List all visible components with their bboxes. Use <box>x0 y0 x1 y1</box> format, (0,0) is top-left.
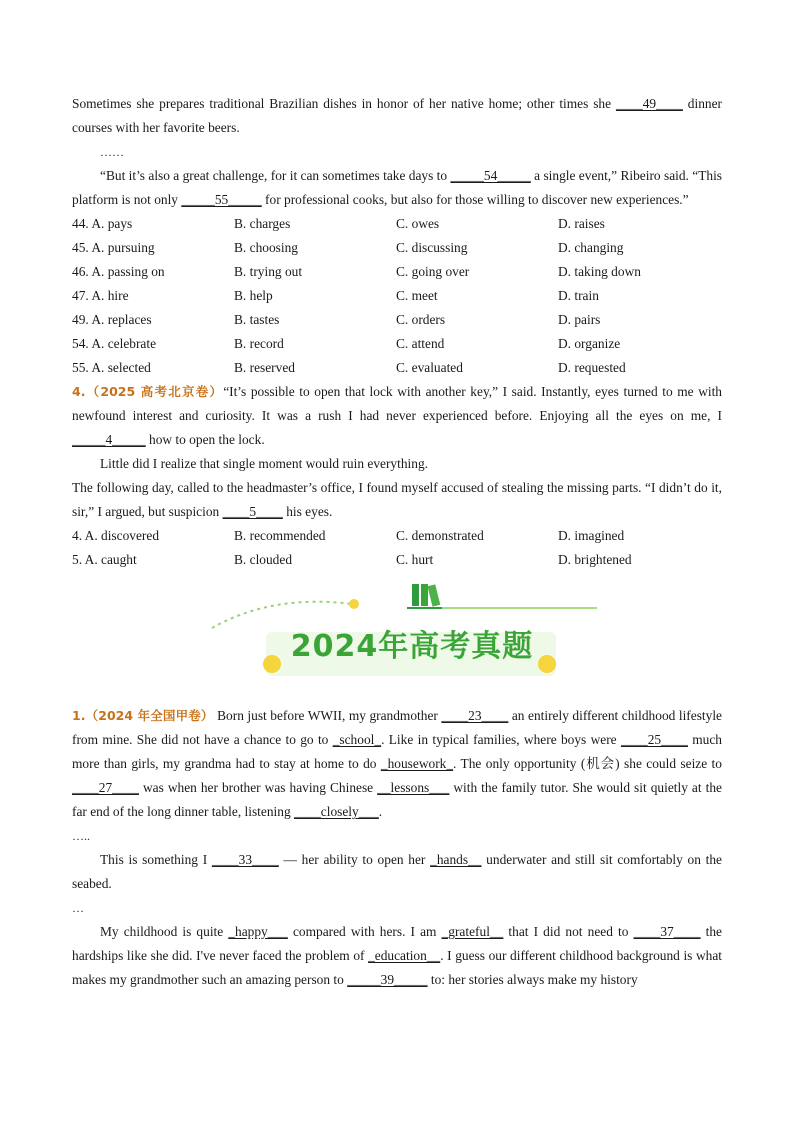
option-b: B. clouded <box>234 552 293 567</box>
option-b: B. reserved <box>234 360 295 375</box>
text: an entirely different childhood lifestyle from mine. She did not have a chance to go to <box>72 708 722 747</box>
option-d: D. train <box>558 288 599 303</box>
blank-5: ____5____ <box>222 504 283 519</box>
blank-37: ____37____ <box>633 924 701 939</box>
option-a: 4. A. discovered <box>72 528 160 543</box>
blank-49: ____49____ <box>615 96 683 111</box>
blank-54: _____54_____ <box>450 168 531 183</box>
option-a: 49. A. replaces <box>72 312 152 327</box>
option-a: 55. A. selected <box>72 360 151 375</box>
document-page <box>72 92 722 992</box>
option-row <box>72 260 722 284</box>
option-c: C. demonstrated <box>396 528 484 543</box>
text: dinner courses with her favorite beers. <box>72 96 722 135</box>
option-b: B. charges <box>234 216 291 231</box>
text: This is something I <box>100 852 212 867</box>
text: that I did not need to <box>503 924 634 939</box>
option-a: 47. A. hire <box>72 288 129 303</box>
text: how to open the lock. <box>145 432 265 447</box>
option-b: B. help <box>234 288 273 303</box>
option-a: 46. A. passing on <box>72 264 165 279</box>
options-block-2 <box>72 524 722 572</box>
option-c: C. discussing <box>396 240 468 255</box>
text: . I guess our different childhood background is what makes my grandmother such an amazing person to <box>72 948 723 987</box>
option-a: 45. A. pursuing <box>72 240 155 255</box>
blank-answer: _hands__ <box>430 852 482 867</box>
question-source-label: 1.（2024 年全国甲卷） <box>72 708 214 723</box>
text: to: her stories always make my history <box>427 972 638 987</box>
ellipsis: … <box>72 901 84 915</box>
text: Born just before WWII, my grandmother <box>213 708 442 723</box>
question-4-paragraph-2: Little did I realize that single moment would ruin everything. <box>100 456 428 471</box>
ellipsis: …… <box>100 145 124 159</box>
blank-27: ____27____ <box>72 780 139 795</box>
option-c: C. meet <box>396 288 438 303</box>
blank-25: ____25____ <box>620 732 688 747</box>
text: “It’s possible to open that lock with another key,” I said. Instantly, eyes turned to me with newfound interest and curiosity. It was a rush I had never experienced before. Enjoying all the eyes on me, I <box>72 384 722 423</box>
blank-23: ____23____ <box>441 708 509 723</box>
option-b: B. trying out <box>234 264 303 279</box>
blank-33: ____33____ <box>211 852 279 867</box>
text: “But it’s also a great challenge, for it can sometimes take days to <box>100 168 451 183</box>
option-b: B. tastes <box>234 312 280 327</box>
text: . Like in typical families, where boys were <box>381 732 621 747</box>
option-d: D. taking down <box>558 264 641 279</box>
text: Sometimes she prepares traditional Brazilian dishes in honor of her native home; other times she <box>72 96 616 111</box>
text: much more than girls, my grandma had to stay at home to do <box>72 732 722 771</box>
text: a single event,” Ribeiro said. “This platform is not only <box>72 168 723 207</box>
option-c: C. hurt <box>396 552 434 567</box>
option-d: D. requested <box>558 360 626 375</box>
option-a: 54. A. celebrate <box>72 336 157 351</box>
option-row <box>72 236 722 260</box>
banner-title: 2024年高考真题 <box>290 629 534 664</box>
question-1-paragraph <box>72 704 722 824</box>
option-c: C. attend <box>396 336 445 351</box>
text: with the family tutor. She would sit quietly at the far end of the long dinner table, listening <box>72 780 722 819</box>
text: the hardships like she did. I've never faced the problem of <box>72 924 722 963</box>
text: underwater and still sit comfortably on the seabed. <box>72 852 722 891</box>
option-row <box>72 356 722 380</box>
options-block-1 <box>72 212 722 380</box>
question-source-label: 4.（2025 高考北京卷） <box>72 384 224 399</box>
text: My childhood is quite <box>100 924 229 939</box>
text: . The only opportunity (机会) she could seize to <box>453 756 722 771</box>
text: The following day, called to the headmaster’s office, I found myself accused of stealing the missing parts. “I didn’t do it, sir,” I argued, but suspicion <box>72 480 722 519</box>
blank-answer: _school_ <box>332 732 382 747</box>
blank-answer: _housework_ <box>380 756 454 771</box>
text: . <box>378 804 383 819</box>
option-c: C. owes <box>396 216 440 231</box>
option-d: D. brightened <box>558 552 632 567</box>
option-d: D. organize <box>558 336 621 351</box>
option-c: C. going over <box>396 264 470 279</box>
section-banner <box>72 574 722 704</box>
text: compared with hers. I am <box>287 924 442 939</box>
blank-39: _____39_____ <box>347 972 428 987</box>
text: — her ability to open her <box>278 852 431 867</box>
blank-answer: _education__ <box>368 948 441 963</box>
passage-paragraph-1 <box>72 92 722 140</box>
option-row <box>72 284 722 308</box>
blank-answer: _grateful__ <box>441 924 504 939</box>
passage-paragraph-4 <box>72 920 722 992</box>
blank-answer: __lessons___ <box>377 780 450 795</box>
option-d: D. raises <box>558 216 605 231</box>
question-4-paragraph-3 <box>72 476 722 524</box>
option-b: B. recommended <box>234 528 326 543</box>
option-row <box>72 308 722 332</box>
ellipsis: ….. <box>72 829 90 843</box>
blank-answer: _happy___ <box>228 924 288 939</box>
question-4-paragraph <box>72 380 722 452</box>
option-row <box>72 524 722 548</box>
option-c: C. orders <box>396 312 446 327</box>
text: his eyes. <box>282 504 333 519</box>
blank-4: _____4_____ <box>72 432 146 447</box>
blank-55: _____55_____ <box>181 192 262 207</box>
option-b: B. record <box>234 336 284 351</box>
text: was when her brother was having Chinese <box>138 780 378 795</box>
option-d: D. pairs <box>558 312 601 327</box>
option-d: D. changing <box>558 240 624 255</box>
option-row <box>72 548 722 572</box>
blank-answer: ____closely___ <box>294 804 379 819</box>
passage-paragraph-3 <box>72 848 722 896</box>
option-b: B. choosing <box>234 240 298 255</box>
option-a: 5. A. caught <box>72 552 137 567</box>
option-row <box>72 212 722 236</box>
option-c: C. evaluated <box>396 360 463 375</box>
text: for professional cooks, but also for those willing to discover new experiences.” <box>261 192 689 207</box>
option-a: 44. A. pays <box>72 216 133 231</box>
option-d: D. imagined <box>558 528 625 543</box>
passage-paragraph-2 <box>72 164 722 212</box>
option-row <box>72 332 722 356</box>
